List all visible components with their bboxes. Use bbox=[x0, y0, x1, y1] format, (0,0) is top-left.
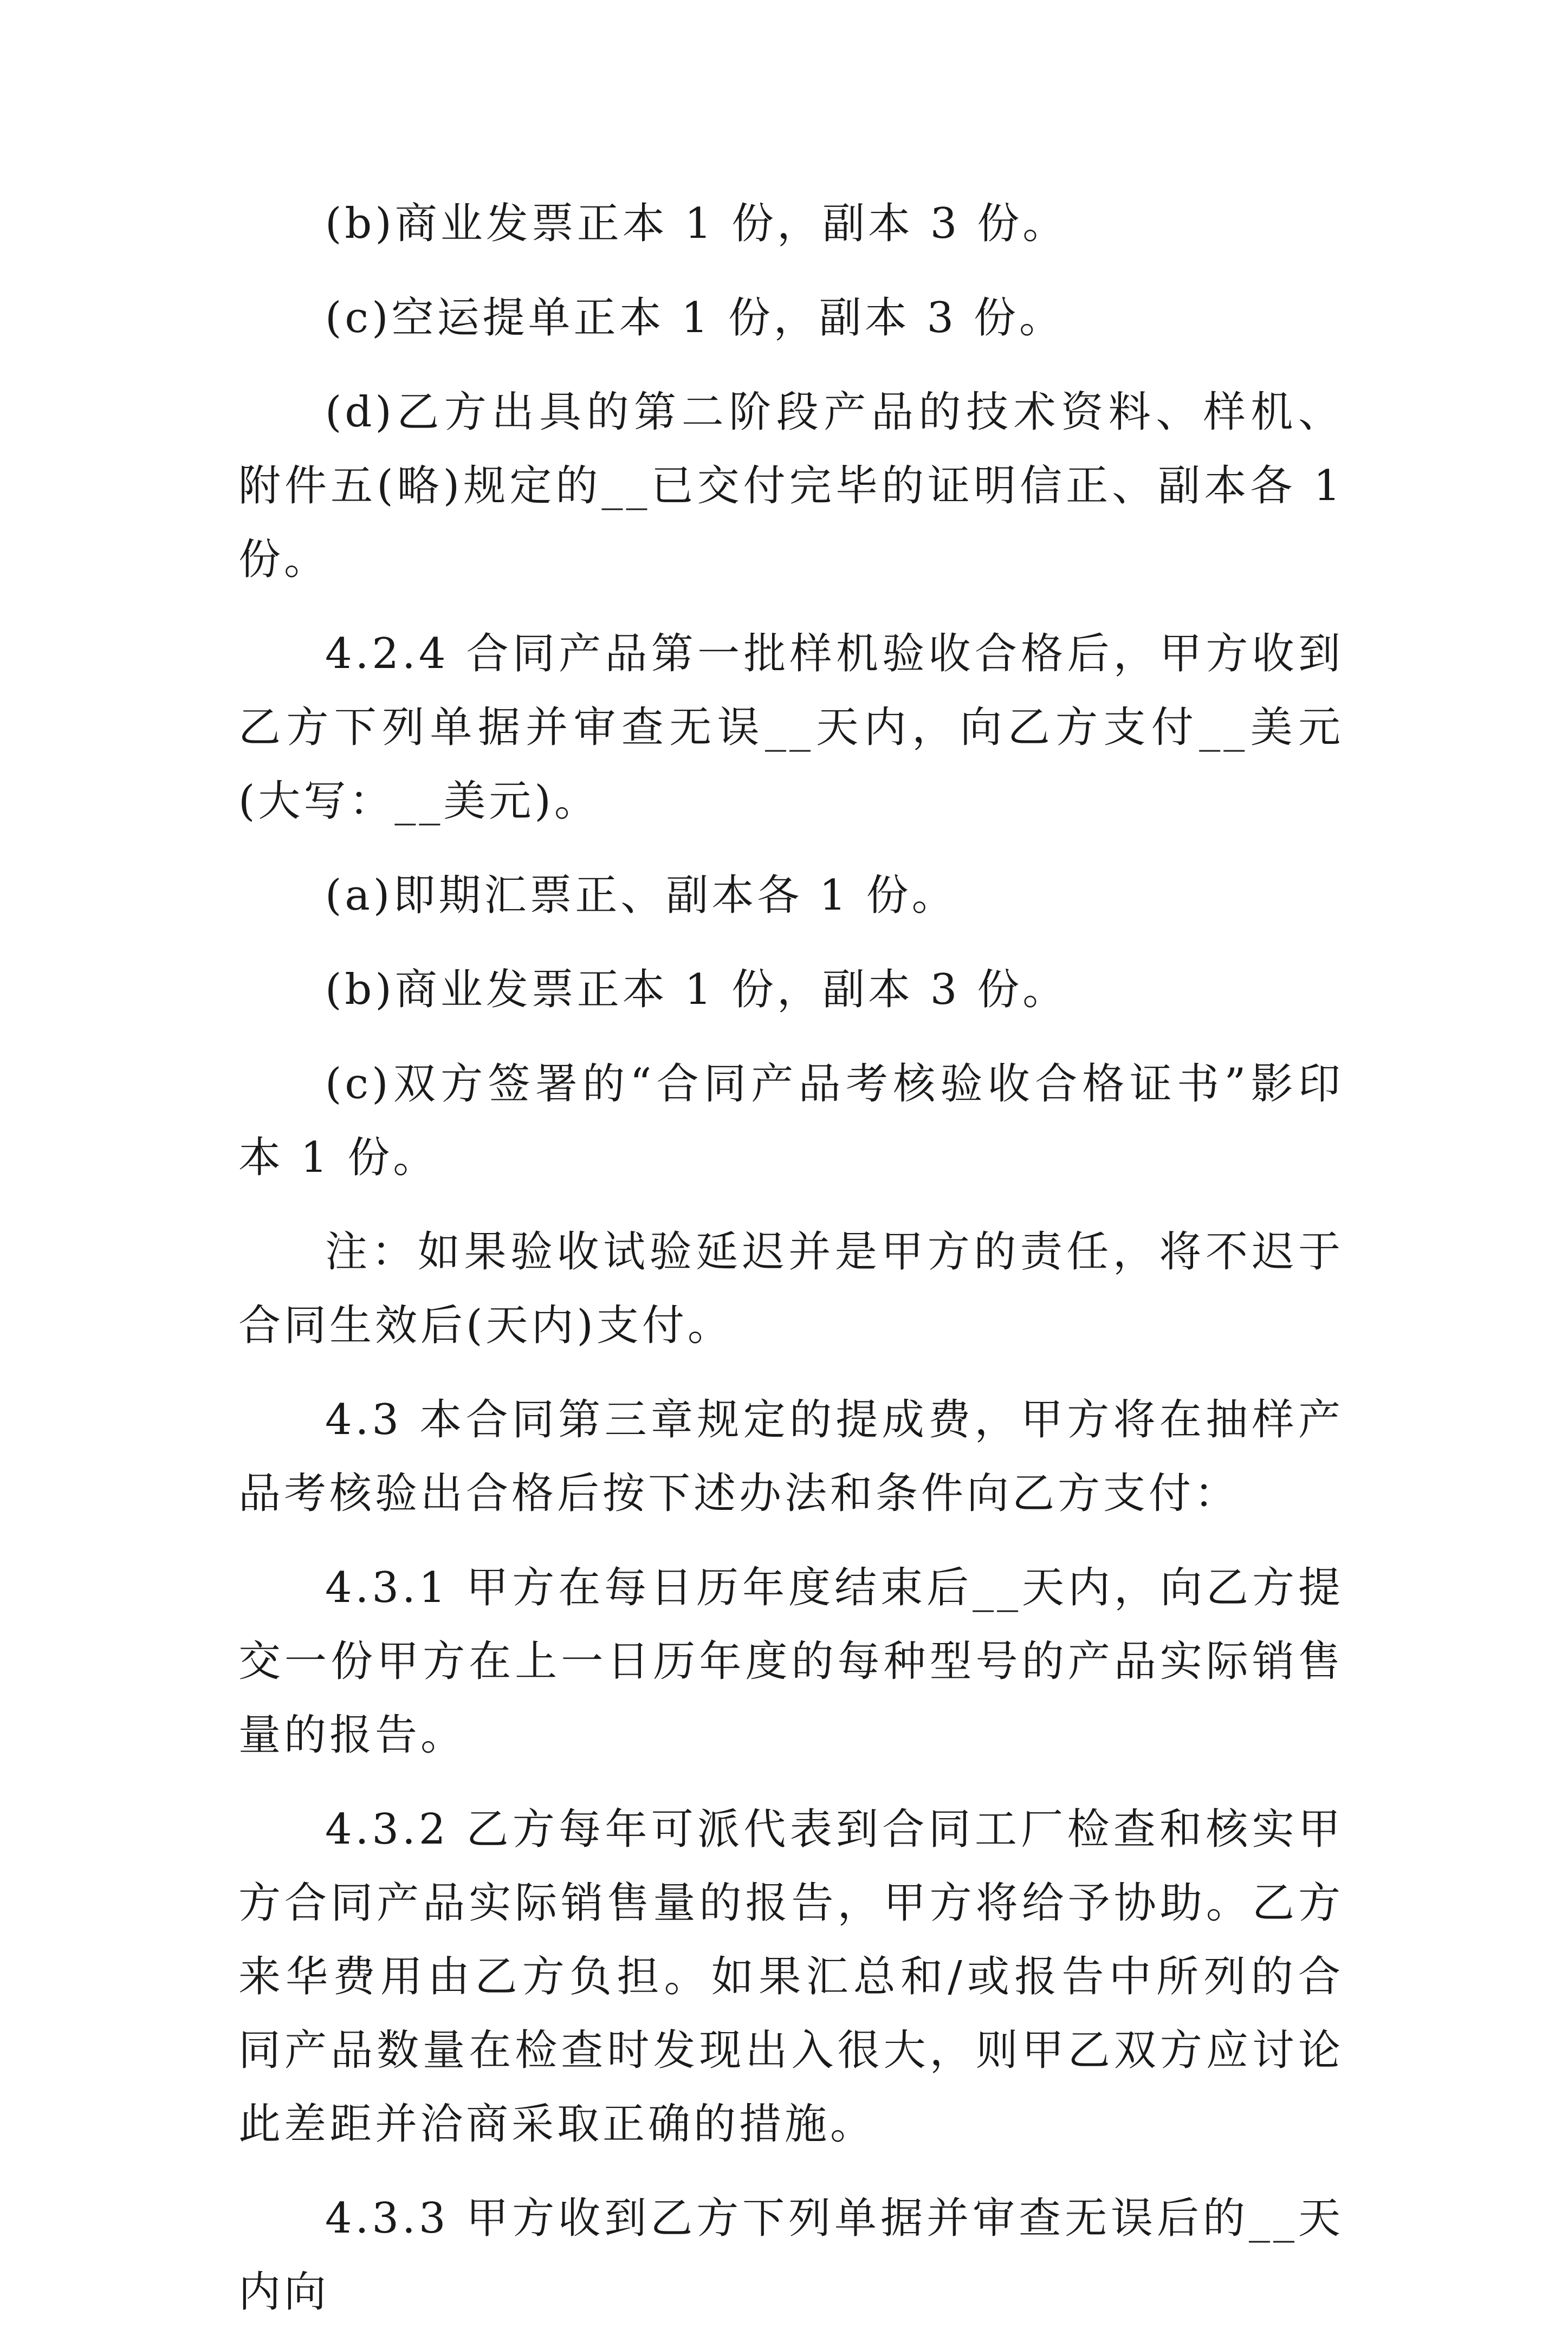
paragraph-note: 注：如果验收试验延迟并是甲方的责任，将不迟于合同生效后(天内)支付。 bbox=[238, 1228, 1344, 1350]
paragraph-b-commercial-invoice-2: (b)商业发票正本 1 份，副本 3 份。 bbox=[325, 965, 1068, 1014]
paragraph-c-acceptance-certificate: (c)双方签署的“合同产品考核验收合格证书”影印本 1 份。 bbox=[238, 1060, 1344, 1182]
paragraph-4-3-1: 4.3.1 甲方在每日历年度结束后__天内，向乙方提交一份甲方在上一日历年度的每种型号的产品实际销售量的报告。 bbox=[238, 1564, 1344, 1760]
paragraph-4-2-4: 4.2.4 合同产品第一批样机验收合格后，甲方收到乙方下列单据并审查无误__天内，向乙方支付__美元(大写：__美元)。 bbox=[238, 630, 1344, 826]
paragraph-b-commercial-invoice: (b)商业发票正本 1 份，副本 3 份。 bbox=[325, 199, 1068, 248]
paragraph-c-airway-bill: (c)空运提单正本 1 份，副本 3 份。 bbox=[325, 294, 1065, 342]
paragraph-4-3-3: 4.3.3 甲方收到乙方下列单据并审查无误后的__天内向 bbox=[238, 2194, 1344, 2317]
paragraph-4-3-2: 4.3.2 乙方每年可派代表到合同工厂检查和核实甲方合同产品实际销售量的报告，甲方将给予协助。乙方来华费用由乙方负担。如果汇总和/或报告中所列的合同产品数量在检查时发现出入很大，则甲乙双方应讨论此差距并洽商采取正确的措施。 bbox=[238, 1805, 1344, 2149]
paragraph-4-3: 4.3 本合同第三章规定的提成费，甲方将在抽样产品考核验出合格后按下述办法和条件向乙方支付： bbox=[238, 1396, 1344, 1518]
paragraph-d-certificate: (d)乙方出具的第二阶段产品的技术资料、样机、附件五(略)规定的__已交付完毕的证明信正、副本各 1 份。 bbox=[238, 388, 1344, 584]
paragraph-a-sight-draft: (a)即期汇票正、副本各 1 份。 bbox=[325, 871, 957, 920]
document-body bbox=[238, 187, 1344, 2329]
